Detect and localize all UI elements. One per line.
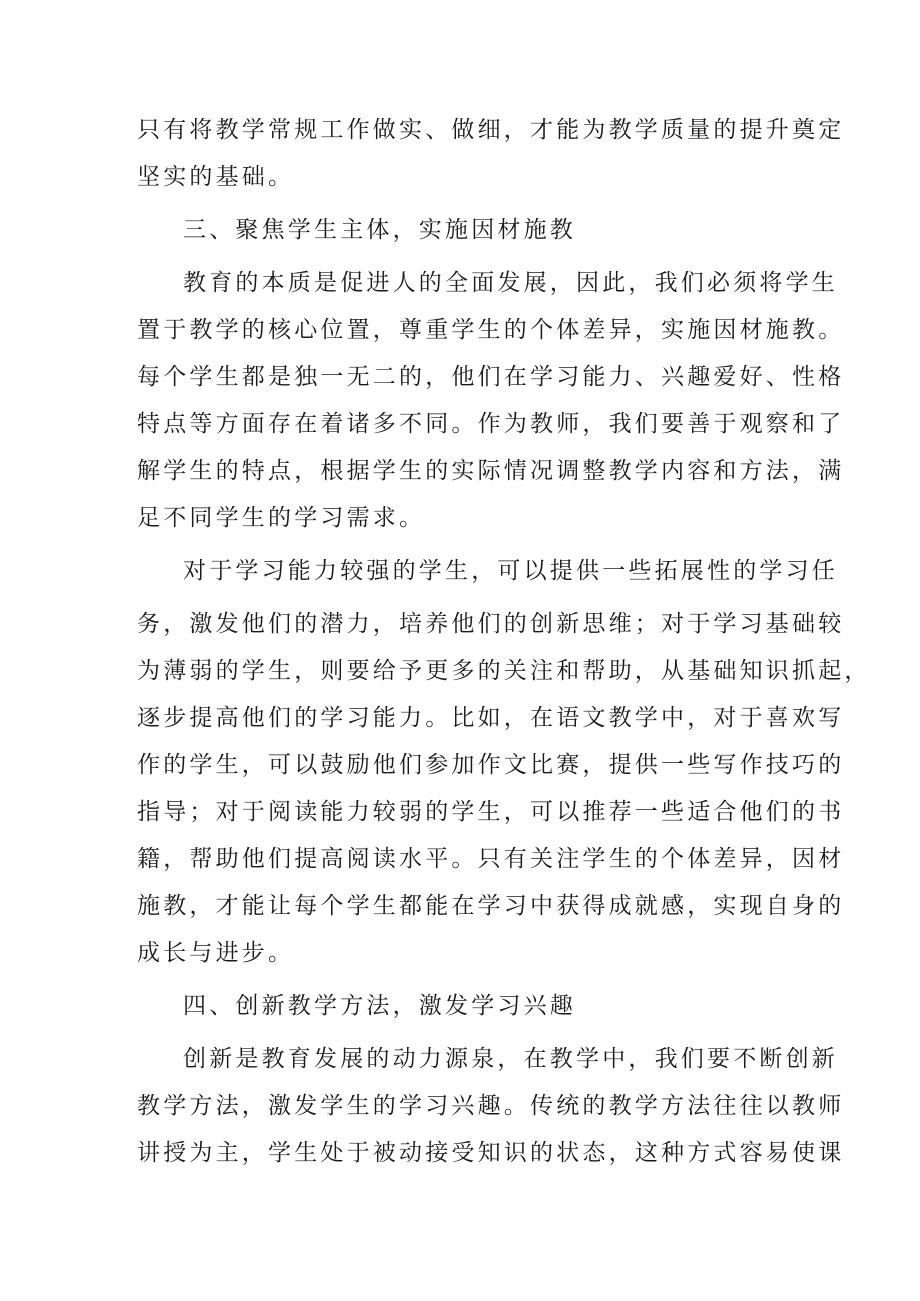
text-line: 足不同学生的学习需求。 (137, 505, 426, 531)
text-line: 置于教学的核心位置，尊重学生的个体差异，实施因材施教。 (137, 317, 845, 343)
text-line: 教学方法，激发学生的学习兴趣。传统的教学方法往往以教师 (137, 1093, 845, 1119)
text-line: 为薄弱的学生，则要给予更多的关注和帮助，从基础知识抓起， (137, 658, 871, 684)
text-line: 务，激发他们的潜力，培养他们的创新思维；对于学习基础较 (137, 611, 845, 637)
text-line: 对于学习能力较强的学生，可以提供一些拓展性的学习任 (183, 558, 838, 584)
text-line: 创新是教育发展的动力源泉，在教学中，我们要不断创新 (183, 1046, 838, 1072)
paragraph (137, 260, 845, 542)
section-heading: 四、创新教学方法，激发学习兴趣 (183, 993, 576, 1019)
text-line: 施教，才能让每个学生都能在学习中获得成就感，实现自身的 (137, 893, 845, 919)
text-line: 特点等方面存在着诸多不同。作为教师，我们要善于观察和了 (137, 411, 845, 437)
text-line: 教育的本质是促进人的全面发展，因此，我们必须将学生 (183, 270, 838, 296)
text-line: 坚实的基础。 (137, 164, 295, 190)
text-line: 成长与进步。 (137, 940, 295, 966)
section-heading: 三、聚焦学生主体，实施因材施教 (183, 217, 576, 243)
paragraph (137, 1036, 845, 1177)
paragraph (137, 542, 871, 977)
text-line: 籍，帮助他们提高阅读水平。只有关注学生的个体差异，因材 (137, 846, 845, 872)
text-line: 作的学生，可以鼓励他们参加作文比赛，提供一些写作技巧的 (137, 752, 845, 778)
text-line: 讲授为主，学生处于被动接受知识的状态，这种方式容易使课 (137, 1140, 845, 1166)
text-line: 每个学生都是独一无二的，他们在学习能力、兴趣爱好、性格 (137, 364, 845, 390)
text-line: 解学生的特点，根据学生的实际情况调整教学内容和方法，满 (137, 458, 845, 484)
text-line: 逐步提高他们的学习能力。比如，在语文教学中，对于喜欢写 (137, 705, 845, 731)
document-body (137, 107, 871, 1177)
text-line: 只有将教学常规工作做实、做细，才能为教学质量的提升奠定 (137, 117, 845, 143)
text-line: 指导；对于阅读能力较弱的学生，可以推荐一些适合他们的书 (137, 799, 845, 825)
paragraph-continuation (137, 107, 845, 201)
